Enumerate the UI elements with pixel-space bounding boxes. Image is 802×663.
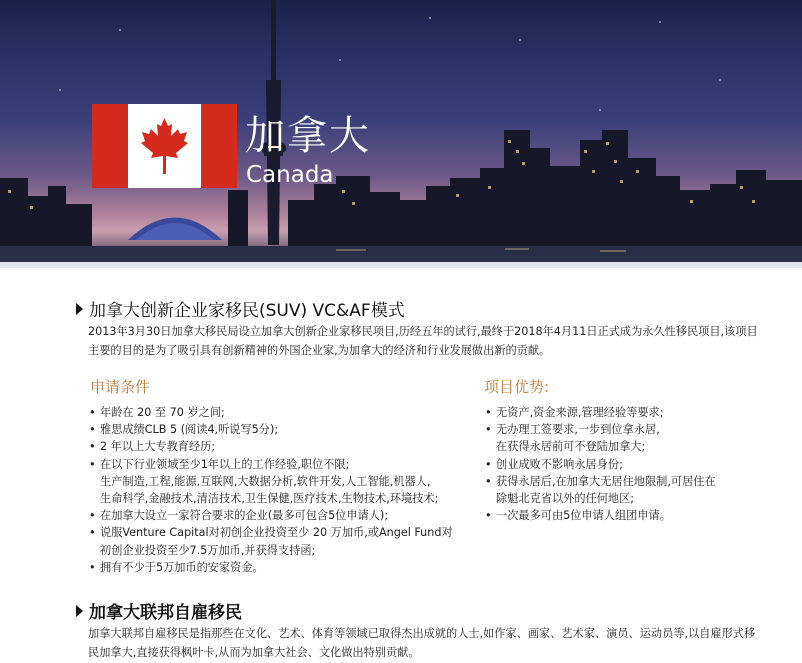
hero-title-chinese: 加拿大 — [245, 113, 371, 159]
list-item: • 获得永居后,在加拿大无居住地限制,可居住在 — [484, 473, 784, 490]
maple-leaf-icon — [138, 116, 191, 176]
canada-flag-icon — [92, 104, 237, 188]
suv-intro-paragraph: 2013年3月30日加拿大移民局设立加拿大创新企业家移民项目,历经五年的试行,最终于2018年4月11日正式成为永久性移民项目,该项目主要的目的是为了吸引具有创新精神的外国企业家,为加拿大的经济和行业发展做出新的贡献。 — [88, 325, 758, 357]
advantages-heading: 项目优势: — [484, 378, 550, 396]
self-employed-intro-paragraph: 加拿大联邦自雇移民是指那些在文化、艺术、体育等领域已取得杰出成就的人士,如作家、画家、艺术家、演员、运动员等,以自雇形式移民加拿大,直接获得枫叶卡,从而为加拿大社会、文化做出特别贡献。 — [88, 627, 756, 659]
list-item: • 创业成败不影响永居身份; — [484, 456, 784, 473]
section-heading-self-employed — [76, 598, 242, 623]
list-item: 生产制造,工程,能源,互联网,大数据分析,软件开发,人工智能,机器人, — [100, 474, 431, 488]
list-item: 在获得永居前可不登陆加拿大; — [496, 440, 646, 454]
list-item: 生命科学,金融技术,清洁技术,卫生保健,医疗技术,生物技术,环境技术; — [100, 492, 439, 506]
list-item: 初创企业投资至少7.5万加币,并获得支持函; — [100, 543, 316, 557]
list-item: • 年龄在 20 至 70 岁之间; — [88, 404, 478, 421]
list-item: • 在加拿大设立一家符合要求的企业(最多可包含5位申请人); — [88, 507, 478, 524]
requirements-list — [88, 404, 478, 576]
section-heading-suv — [76, 296, 405, 321]
triangle-bullet-icon — [76, 303, 83, 315]
list-item: • 在以下行业领域至少1年以上的工作经验,职位不限; — [88, 456, 478, 473]
list-item: • 拥有不少于5万加币的安家资金。 — [88, 559, 478, 576]
list-item: 除魁北克省以外的任何地区; — [496, 492, 635, 506]
list-item: • 说服Venture Capital对初创企业投资至少 20 万加币,或Angel Fund对 — [88, 524, 478, 541]
hero-title-english: Canada — [246, 162, 334, 188]
section-heading-suv-text: 加拿大创新企业家移民(SUV) VC&AF模式 — [89, 301, 405, 321]
requirements-heading: 申请条件 — [90, 378, 151, 396]
list-item: • 无资产,资金来源,管理经验等要求; — [484, 404, 784, 421]
section-heading-self-employed-text: 加拿大联邦自雇移民 — [89, 603, 242, 623]
advantages-list — [484, 404, 784, 524]
list-item: • 一次最多可由5位申请人组团申请。 — [484, 507, 784, 524]
list-item: • 无办理工签要求,一步到位拿永居, — [484, 421, 784, 438]
list-item: • 2 年以上大专教育经历; — [88, 438, 478, 455]
triangle-bullet-icon — [76, 605, 83, 617]
list-item: • 雅思成绩CLB 5 (阅读4,听说写5分); — [88, 421, 478, 438]
hero-divider — [0, 262, 802, 268]
hero-banner — [0, 0, 802, 268]
